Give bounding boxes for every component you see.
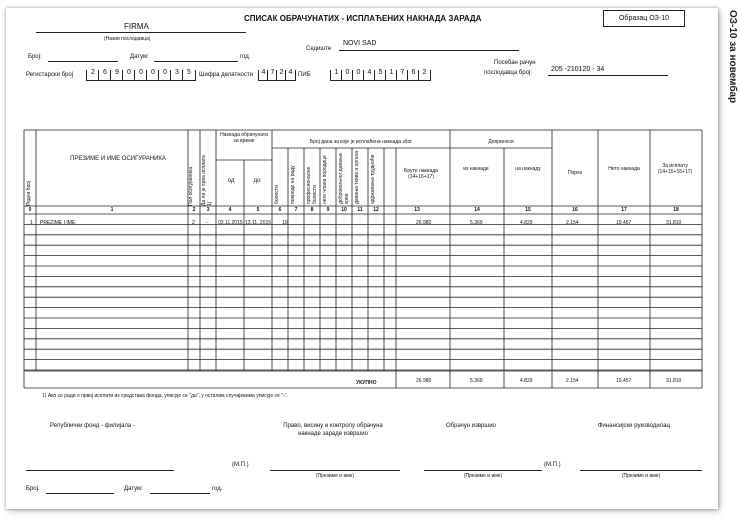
header-prezime: ПРЕЗИМЕ И ИМЕ ОСИГУРАНИКА xyxy=(70,156,166,162)
column-number: 10 xyxy=(341,207,347,213)
column-number: 0 xyxy=(28,207,32,213)
total-iz: 5.369 xyxy=(470,378,483,384)
header-naknada: Накнада обрачуната за време xyxy=(220,132,268,144)
digit: 4 xyxy=(261,69,266,76)
sign-line-fin xyxy=(580,470,702,471)
row1-porez: 2.154 xyxy=(566,220,579,226)
pib-label: ПИБ xyxy=(298,72,311,78)
sign-line-obracun xyxy=(424,470,542,471)
row1-pol: 2 xyxy=(192,220,195,226)
digit: 0 xyxy=(356,69,361,76)
digit: 0 xyxy=(163,69,167,76)
form-code: Образац ОЗ-10 xyxy=(618,15,669,22)
column-number: 1 xyxy=(110,207,114,213)
column-number: 17 xyxy=(621,207,627,213)
column-number: 16 xyxy=(572,207,578,213)
digit: 5 xyxy=(378,69,383,76)
digit: 9 xyxy=(115,69,119,76)
column-number: 4 xyxy=(228,207,232,213)
subheader-3: професионалне болести xyxy=(306,166,318,204)
account-label-1: Посебан рачун xyxy=(494,60,536,66)
footnote: 1) Ако се ради о првој исплати из средстава фонда, уписује се "да", у осталим случајевима уписује се "-". xyxy=(42,393,288,399)
row1-rb: 1 xyxy=(30,220,33,226)
header-porez: Порез xyxy=(567,170,583,176)
row1-dali: - xyxy=(206,220,208,226)
sediste-value: NOVI SAD xyxy=(343,40,377,47)
digit: 0 xyxy=(127,69,131,76)
reg-label: Регистарски број xyxy=(26,72,74,78)
document-title: СПИСАК ОБРАЧУНАТИХ - ИСПЛАЋЕНИХ НАКНАДА ЗАРАДА xyxy=(244,14,482,23)
column-number: 6 xyxy=(278,207,282,213)
column-number: 14 xyxy=(474,207,480,213)
pi-2: (Презиме и име) xyxy=(463,473,503,479)
row1-od: 03.11.2015 xyxy=(218,220,243,226)
total-isplata: 31.810 xyxy=(666,378,682,384)
digit: 3 xyxy=(175,69,179,76)
account-label-2: послодавца број: xyxy=(484,70,532,76)
digit: 2 xyxy=(422,69,427,76)
firm-name: FIRMA xyxy=(124,22,149,31)
pi-3: (Презиме и име) xyxy=(621,473,661,479)
digit: 1 xyxy=(389,69,394,76)
footer-datum-label: Датум: xyxy=(124,486,143,492)
subheader-4: неге члана породице xyxy=(322,155,328,204)
broj-label: Број: xyxy=(28,54,42,60)
row1-bruto: 26.980 xyxy=(416,220,432,226)
firm-caption: (Назив послодавца) xyxy=(104,36,151,42)
digit: 4 xyxy=(288,69,293,76)
sign-line-fond xyxy=(26,470,174,471)
subheader-6: давања ткива и органа xyxy=(354,150,360,204)
column-number: 12 xyxy=(373,207,379,213)
digit: 1 xyxy=(334,69,339,76)
header-bruto: Бруто накнада (14+16+17) xyxy=(404,168,438,180)
column-number: 15 xyxy=(525,207,531,213)
digit: 6 xyxy=(103,69,107,76)
total-na: 4.829 xyxy=(520,378,533,384)
sediste-label: Седиште xyxy=(306,46,332,52)
subheader-5: добровољног давања крви xyxy=(338,153,350,204)
digit: 0 xyxy=(345,69,350,76)
digit: 2 xyxy=(279,69,284,76)
header-pol: Пол осигураника xyxy=(188,166,194,206)
row1-neto: 19.457 xyxy=(616,220,632,226)
column-number: 13 xyxy=(414,207,420,213)
mp-1: (М.П.) xyxy=(232,462,249,468)
row1-name: PREZIME I IME xyxy=(40,220,76,226)
sifra-label: Шифра делатности xyxy=(199,72,253,78)
digit: 6 xyxy=(411,69,416,76)
god-label: год. xyxy=(240,54,251,60)
subheader-2: повреде на раду xyxy=(290,165,296,204)
header-na-naknadu: на накнаду xyxy=(515,166,541,172)
digit: 0 xyxy=(151,69,155,76)
column-number: 5 xyxy=(256,207,260,213)
header-iz-naknade: из накнаде xyxy=(463,166,489,172)
pi-1: (Презиме и име) xyxy=(315,473,355,479)
row1-na: 4.829 xyxy=(520,220,533,226)
header-do: до xyxy=(253,178,261,184)
column-number: 2 xyxy=(192,207,196,213)
row1-do: 13.11..2015 xyxy=(245,220,272,226)
subheader-1: болести xyxy=(274,185,280,204)
digit: 4 xyxy=(367,69,372,76)
footer-pravo-2: накнаде зараде извршио xyxy=(298,431,368,437)
column-number: 3 xyxy=(206,207,210,213)
subheader-7: одржавања трудноће xyxy=(370,154,376,204)
total-label: УКУПНО xyxy=(356,380,377,386)
footer-fond: Републички фонд - филијала - xyxy=(50,423,135,429)
header-doprinosi: Доприноси xyxy=(488,139,514,145)
footer-broj-label: Број: xyxy=(26,486,40,492)
footer-pravo-1: Право, висину и контролу обрачуна xyxy=(283,423,383,429)
header-da-li: Да ли је прва исплата 1) xyxy=(201,155,213,206)
total-bruto: 26.980 xyxy=(416,378,432,384)
header-broj-dana: Број дана за које је исплаћена накнада због xyxy=(309,139,413,145)
column-number: 8 xyxy=(310,207,314,213)
footer-datum-line xyxy=(150,493,210,494)
row1-isplata: 31.810 xyxy=(666,220,682,226)
column-number: 18 xyxy=(673,207,679,213)
header-redni-broj: Редни број xyxy=(26,180,32,206)
sign-line-pravo xyxy=(270,470,400,471)
mp-2: (М.П.) xyxy=(544,462,561,468)
footer-fin: Финансијски руководилац xyxy=(598,423,670,429)
total-neto: 19.457 xyxy=(616,378,632,384)
header-neto: Нето накнада xyxy=(608,166,640,172)
footer-obracun: Обрачун извршио xyxy=(446,423,496,429)
digit: 5 xyxy=(187,69,191,76)
account-value: 205 -210120 - 34 xyxy=(551,66,605,73)
header-za-isplatu: За исплату (14+15+16+17) xyxy=(657,163,693,175)
form-sheet xyxy=(6,8,718,509)
header-od: од xyxy=(227,178,235,184)
row1-iz: 5.369 xyxy=(470,220,483,226)
column-number: 9 xyxy=(326,207,330,213)
digit: 7 xyxy=(400,69,405,76)
side-title: ОЗ-10 за новембар xyxy=(727,10,738,104)
digit: 7 xyxy=(270,69,275,76)
column-number: 7 xyxy=(294,207,298,213)
row1-bolesti: 10 xyxy=(282,220,288,226)
footer-broj-line xyxy=(46,493,114,494)
column-number: 11 xyxy=(357,207,363,213)
digit: 0 xyxy=(139,69,143,76)
digit: 2 xyxy=(91,69,95,76)
footer-god-label: год. xyxy=(212,486,223,492)
datum-label: Датум: xyxy=(130,54,149,60)
total-porez: 2.154 xyxy=(566,378,579,384)
